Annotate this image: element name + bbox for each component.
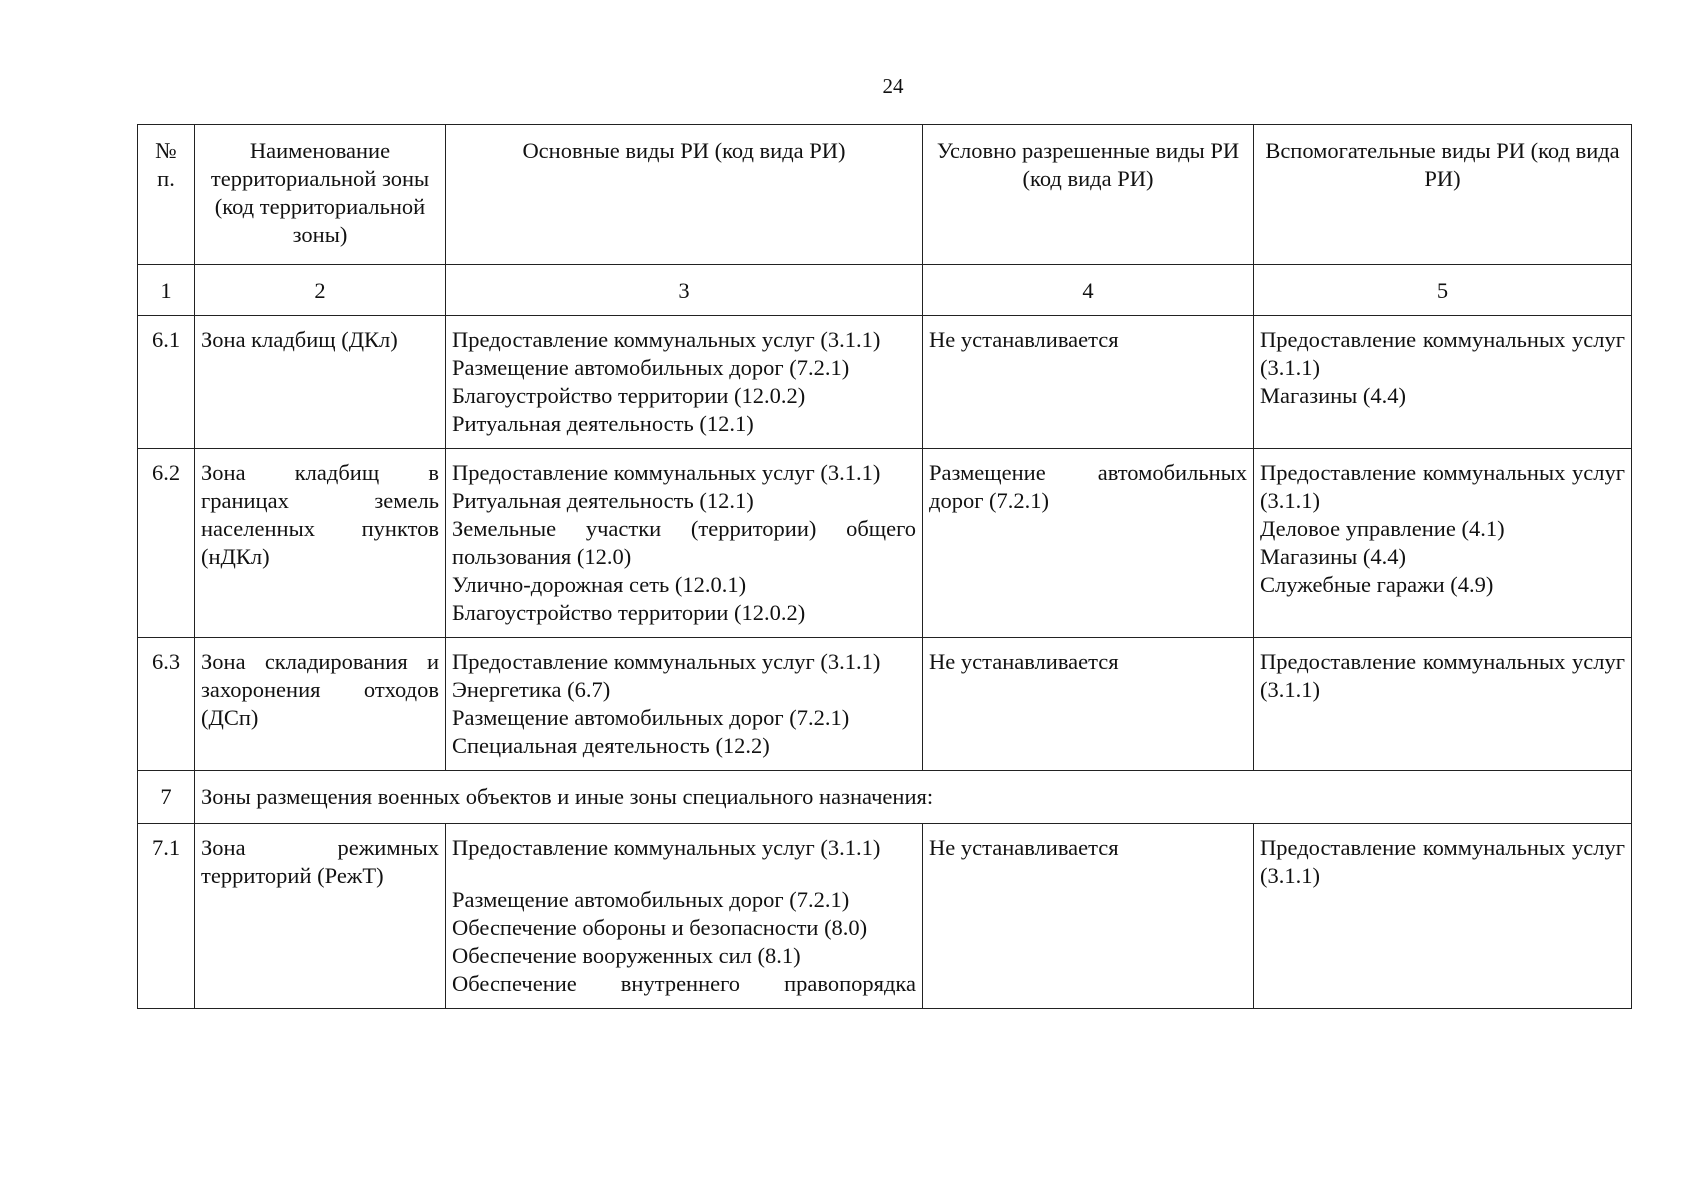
auxiliary-uses: [1254, 638, 1632, 771]
use-item: Служебные гаражи (4.9): [1260, 572, 1494, 597]
use-item: Магазины (4.4): [1260, 383, 1407, 408]
use-item: Предоставление коммунальных услуг (3.1.1): [452, 835, 881, 860]
table-row: [138, 449, 1632, 638]
header-zone-name: Наименование территориальной зоны (код территориальной зоны): [195, 125, 446, 265]
column-index: 5: [1254, 265, 1632, 316]
table-header-row: [138, 125, 1632, 265]
table-row: [138, 638, 1632, 771]
use-item: Обеспечение обороны и безопасности (8.0): [452, 915, 868, 940]
row-number: 6.2: [138, 449, 195, 638]
section-number: 7: [138, 771, 195, 824]
use-item: Предоставление коммунальных услуг (3.1.1): [1260, 835, 1625, 888]
conditional-uses: Размещение автомобильных дорог (7.2.1): [923, 449, 1254, 638]
zone-name: Зона кладбищ в границах земель населенных пунктов (нДКл): [195, 449, 446, 638]
main-uses: [446, 449, 923, 638]
auxiliary-uses: [1254, 316, 1632, 449]
auxiliary-uses: [1254, 824, 1632, 1009]
use-item: Предоставление коммунальных услуг (3.1.1): [1260, 649, 1625, 702]
main-uses: [446, 638, 923, 771]
use-item: Предоставление коммунальных услуг (3.1.1): [1260, 460, 1625, 513]
page-number: 24: [882, 74, 904, 98]
row-number: 7.1: [138, 824, 195, 1009]
header-conditional-uses: Условно разрешенные виды РИ (код вида РИ): [923, 125, 1254, 265]
main-uses: [446, 824, 923, 1009]
use-item: Обеспечение внутреннего правопорядка: [452, 971, 916, 996]
use-item: Предоставление коммунальных услуг (3.1.1): [1260, 327, 1625, 380]
use-item: Энергетика (6.7): [452, 677, 611, 702]
column-index: 1: [138, 265, 195, 316]
header-auxiliary-uses: Вспомогательные виды РИ (код вида РИ): [1254, 125, 1632, 265]
use-item: Предоставление коммунальных услуг (3.1.1): [452, 327, 881, 352]
main-uses: [446, 316, 923, 449]
row-number: 6.1: [138, 316, 195, 449]
use-item: Ритуальная деятельность (12.1): [452, 488, 754, 513]
column-index: 4: [923, 265, 1254, 316]
section-row: [138, 771, 1632, 824]
use-item: Улично-дорожная сеть (12.0.1): [452, 572, 747, 597]
use-item: Предоставление коммунальных услуг (3.1.1): [452, 460, 881, 485]
zone-name: Зона складирования и захоронения отходов (ДСп): [195, 638, 446, 771]
table-row: [138, 824, 1632, 1009]
use-item: Благоустройство территории (12.0.2): [452, 600, 806, 625]
zone-name: Зона кладбищ (ДКл): [195, 316, 446, 449]
use-item: Предоставление коммунальных услуг (3.1.1): [452, 649, 881, 674]
table-row: [138, 316, 1632, 449]
column-index-row: [138, 265, 1632, 316]
column-index: 2: [195, 265, 446, 316]
conditional-uses: Не устанавливается: [923, 316, 1254, 449]
land-use-regulations-table: [137, 124, 1632, 1009]
use-item: Магазины (4.4): [1260, 544, 1407, 569]
zone-name: Зона режимных территорий (РежТ): [195, 824, 446, 1009]
use-item: Размещение автомобильных дорог (7.2.1): [452, 887, 850, 912]
section-title: Зоны размещения военных объектов и иные зоны специального назначения:: [195, 771, 1632, 824]
conditional-uses: Не устанавливается: [923, 824, 1254, 1009]
use-item: Деловое управление (4.1): [1260, 516, 1505, 541]
header-number: № п.: [138, 125, 195, 265]
use-item: Размещение автомобильных дорог (7.2.1): [452, 355, 850, 380]
use-item: Благоустройство территории (12.0.2): [452, 383, 806, 408]
blank-line: [452, 862, 916, 886]
use-item: Размещение автомобильных дорог (7.2.1): [452, 705, 850, 730]
use-item: Земельные участки (территории) общего пользования (12.0): [452, 516, 916, 569]
row-number: 6.3: [138, 638, 195, 771]
use-item: Обеспечение вооруженных сил (8.1): [452, 943, 801, 968]
column-index: 3: [446, 265, 923, 316]
auxiliary-uses: [1254, 449, 1632, 638]
header-main-uses: Основные виды РИ (код вида РИ): [446, 125, 923, 265]
use-item: Ритуальная деятельность (12.1): [452, 411, 754, 436]
use-item: Специальная деятельность (12.2): [452, 733, 770, 758]
conditional-uses: Не устанавливается: [923, 638, 1254, 771]
